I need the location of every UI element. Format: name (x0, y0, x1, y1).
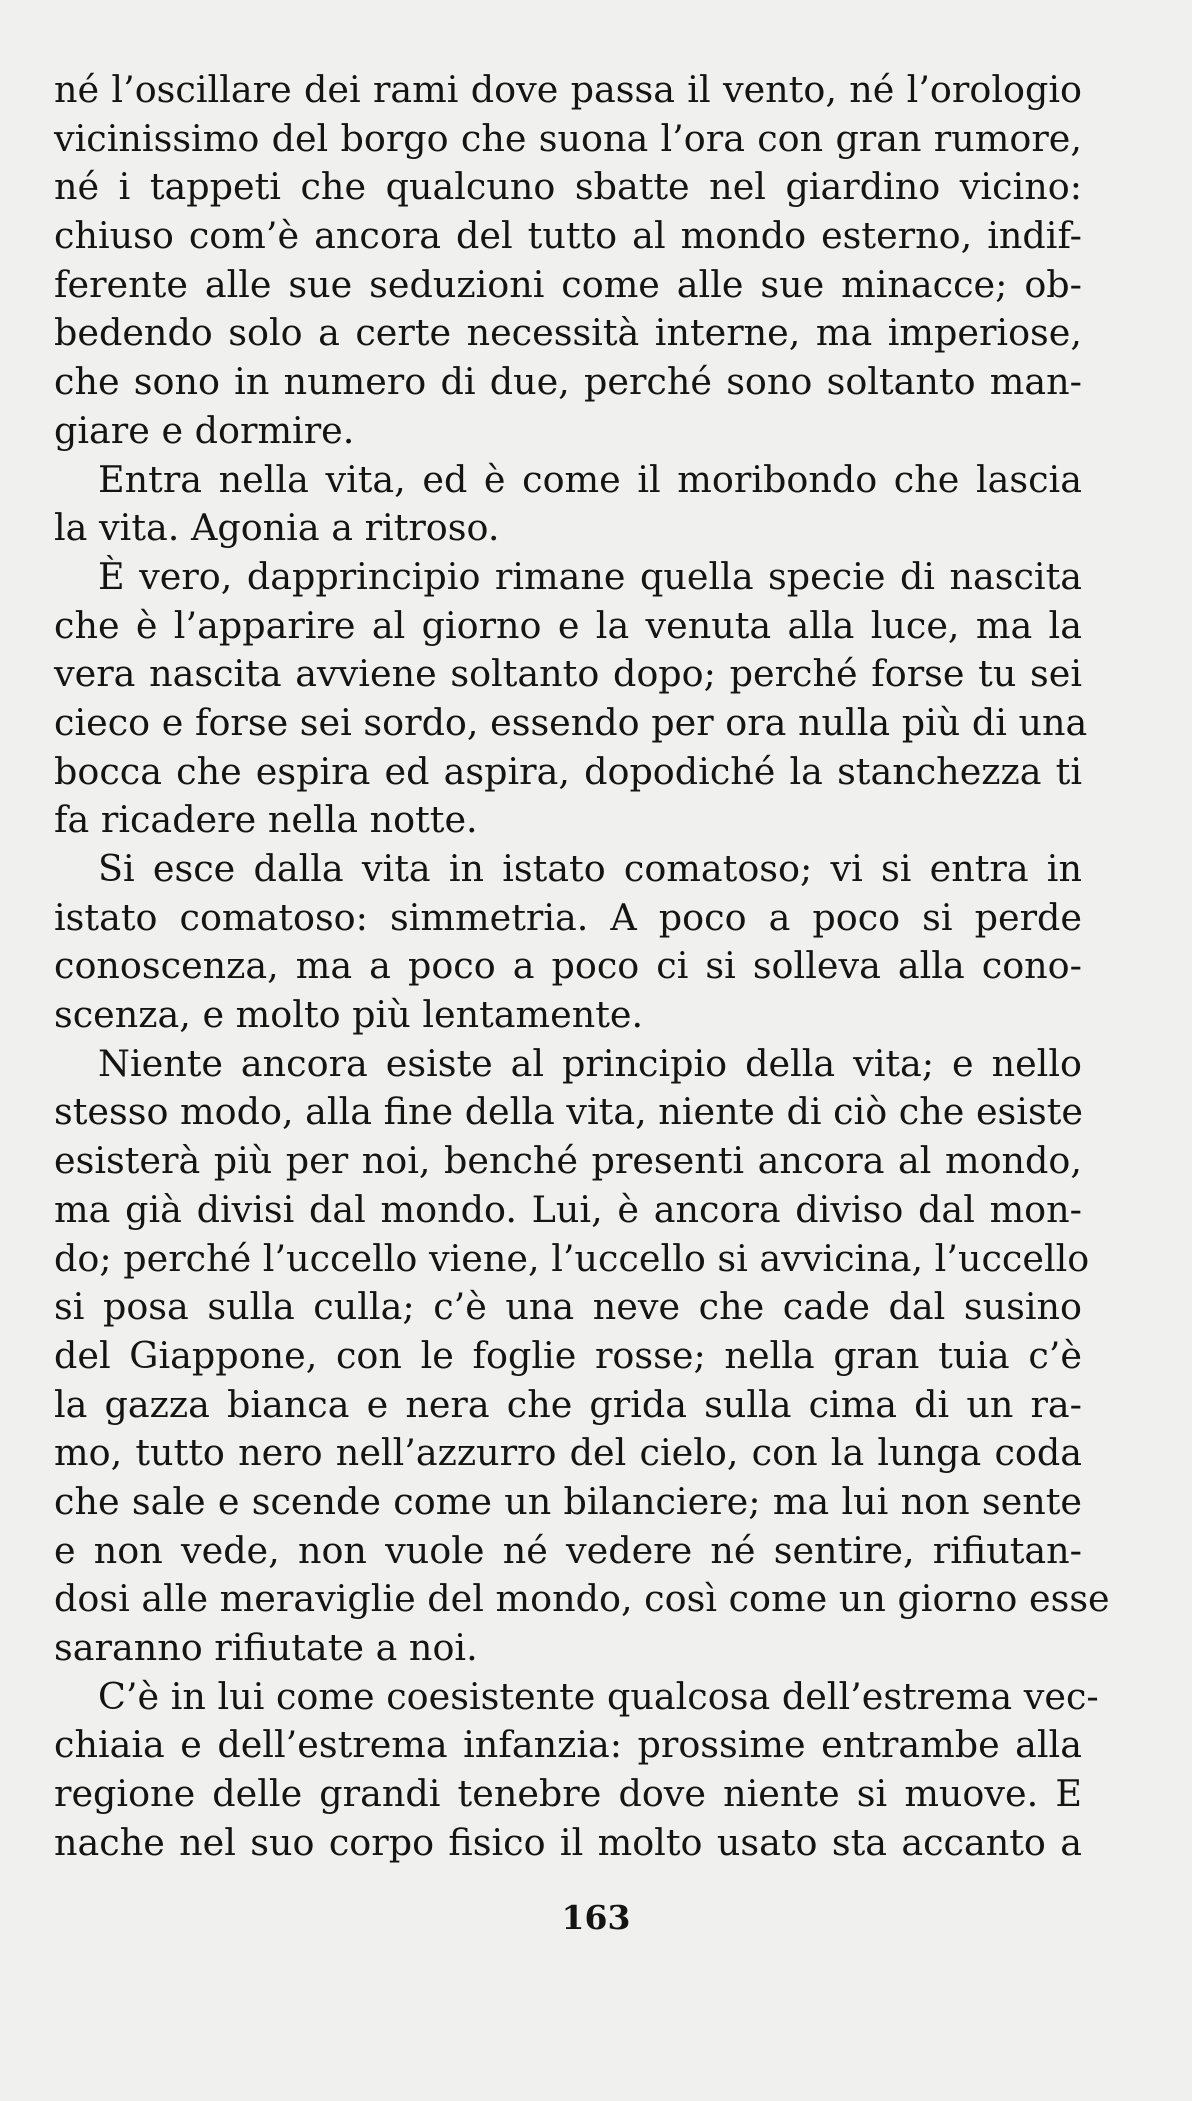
body-text (54, 66, 1110, 1867)
text-line: chiuso com’è ancora del tutto al mondo esterno, indif- (54, 214, 1082, 258)
text-line: do; perché l’uccello viene, l’uccello si avvicina, l’uccello (54, 1236, 1090, 1280)
text-line: cieco e forse sei sordo, essendo per ora nulla più di una (54, 700, 1088, 744)
text-line: del Giappone, con le foglie rosse; nella gran tuia c’è (54, 1333, 1082, 1377)
text-line: saranno rifiutate a noi. (54, 1626, 478, 1669)
text-line: regione delle grandi tenebre dove niente si muove. E (54, 1772, 1082, 1816)
text-line: istato comatoso: simmetria. A poco a poco si perde (54, 895, 1082, 939)
text-line: chiaia e dell’estrema infanzia: prossime entrambe alla (54, 1723, 1082, 1767)
text-line: stesso modo, alla fine della vita, niente di ciò che esiste (54, 1090, 1083, 1134)
text-line: e non vede, non vuole né vedere né sentire, rifiutan- (54, 1528, 1082, 1572)
text-line: né i tappeti che qualcuno sbatte nel giardino vicino: (54, 165, 1082, 209)
text-line: conoscenza, ma a poco a poco ci si solleva alla cono- (54, 944, 1082, 988)
text-line: né l’oscillare dei rami dove passa il vento, né l’orologio (54, 68, 1082, 111)
text-line: che sono in numero di due, perché sono soltanto man- (54, 360, 1082, 404)
text-line: C’è in lui come coesistente qualcosa dell’estrema vec- (98, 1674, 1099, 1718)
text-line: bocca che espira ed aspira, dopodiché la stanchezza ti (54, 749, 1082, 793)
text-line: Si esce dalla vita in istato comatoso; vi si entra in (98, 847, 1082, 890)
text-line: mo, tutto nero nell’azzurro del cielo, con la lunga coda (54, 1431, 1082, 1475)
text-line: scenza, e molto più lentamente. (54, 993, 644, 1037)
text-line: vicinissimo del borgo che suona l’ora con gran rumore, (54, 116, 1082, 160)
text-line: la gazza bianca e nera che grida sulla cima di un ra- (54, 1382, 1082, 1426)
text-line: dosi alle meraviglie del mondo, così come un giorno esse (54, 1577, 1110, 1621)
text-line: ma già divisi dal mondo. Lui, è ancora diviso dal mon- (54, 1187, 1082, 1231)
text-line: vera nascita avviene soltanto dopo; perché forse tu sei (54, 652, 1082, 696)
text-line: Niente ancora esiste al principio della vita; e nello (98, 1041, 1082, 1085)
text-line: bedendo solo a certe necessità interne, ma imperiose, (54, 311, 1082, 355)
text-line: esisterà più per noi, benché presenti ancora al mondo, (54, 1139, 1082, 1183)
text-line: nache nel suo corpo fisico il molto usato sta accanto a (54, 1820, 1082, 1864)
text-line: giare e dormire. (54, 408, 355, 452)
text-line: che è l’apparire al giorno e la venuta alla luce, ma la (54, 603, 1082, 647)
text-line: fa ricadere nella notte. (54, 798, 478, 842)
page-number: 163 (561, 1898, 631, 1937)
text-line: si posa sulla culla; c’è una neve che cade dal susino (54, 1285, 1082, 1329)
text-line: che sale e scende come un bilanciere; ma lui non sente (54, 1479, 1082, 1523)
text-line: la vita. Agonia a ritroso. (54, 506, 500, 550)
text-line: È vero, dapprincipio rimane quella specie di nascita (98, 554, 1082, 598)
text-line: Entra nella vita, ed è come il moribondo che lascia (98, 457, 1082, 501)
text-line: ferente alle sue seduzioni come alle sue minacce; ob- (54, 262, 1082, 306)
